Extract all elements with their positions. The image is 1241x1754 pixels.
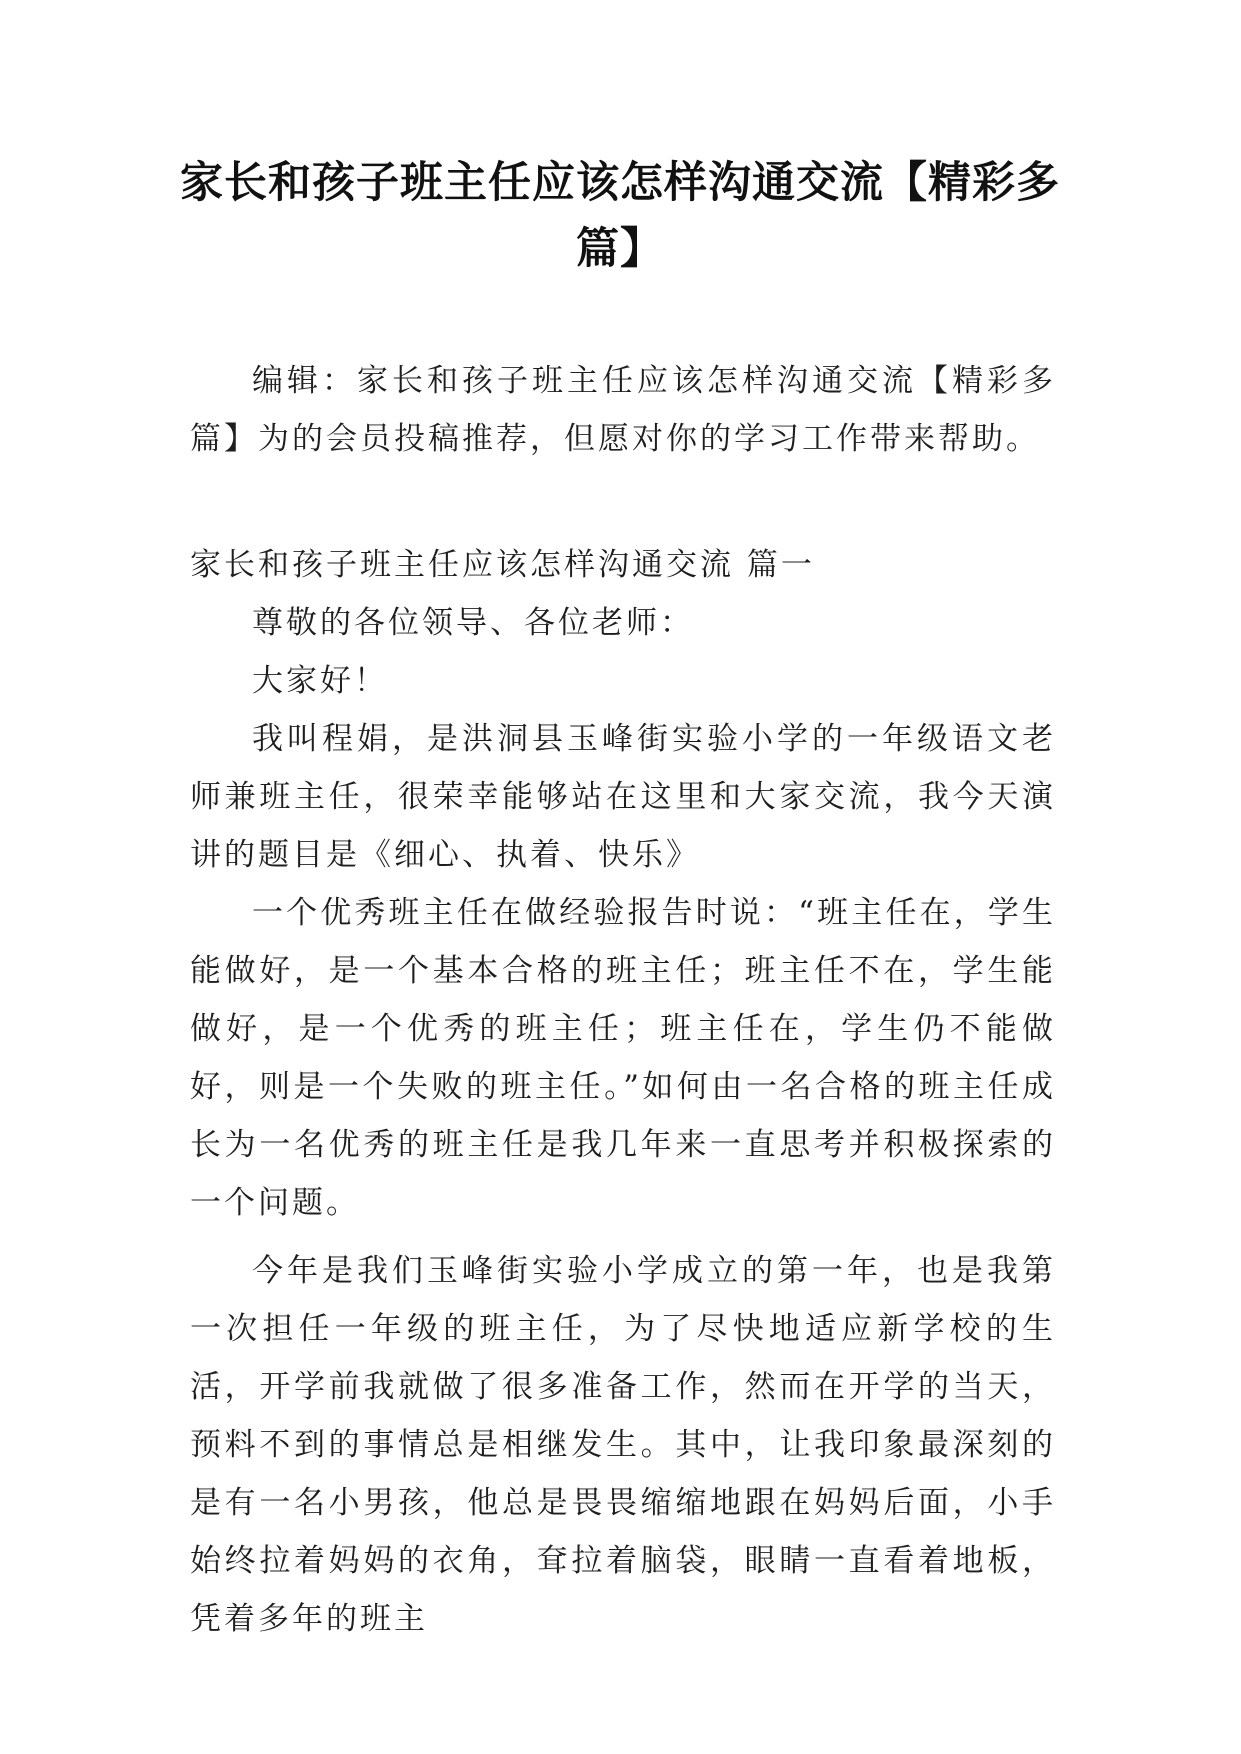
document-title: 家长和孩子班主任应该怎样沟通交流【精彩多篇】 — [180, 158, 1060, 274]
body-paragraph: 我叫程娟，是洪洞县玉峰街实验小学的一年级语文老师兼班主任，很荣幸能够站在这里和大家交流，我今天演讲的题目是《细心、执着、快乐》 — [190, 721, 1056, 873]
body-paragraph: 今年是我们玉峰街实验小学成立的第一年，也是我第一次担任一年级的班主任，为了尽快地适应新学校的生活，开学前我就做了很多准备工作，然而在开学的当天，预料不到的事情总是相继发生。其中，让我印象最深刻的是有一名小男孩，他总是畏畏缩缩地跟在妈妈后面，小手始终拉着妈妈的衣角，耷拉着脑袋，眼睛一直看着地板，凭着多年的班主 — [190, 1253, 1056, 1637]
document-body — [190, 352, 1056, 1648]
section-heading: 家长和孩子班主任应该怎样沟通交流 篇一 — [190, 547, 815, 583]
salutation-line: 大家好！ — [252, 663, 388, 699]
spacer — [190, 1232, 1056, 1242]
body-paragraph: 一个优秀班主任在做经验报告时说：“班主任在，学生能做好，是一个基本合格的班主任；班主任不在，学生能做好，是一个优秀的班主任；班主任在，学生仍不能做好，则是一个失败的班主任。”如何由一名合格的班主任成长为一名优秀的班主任是我几年来一直思考并积极探索的一个问题。 — [190, 895, 1056, 1221]
greeting-line: 尊敬的各位领导、各位老师： — [252, 605, 694, 641]
spacer — [190, 468, 1056, 536]
intro-paragraph: 编辑：家长和孩子班主任应该怎样沟通交流【精彩多篇】为的会员投稿推荐，但愿对你的学习工作带来帮助。 — [190, 363, 1056, 457]
